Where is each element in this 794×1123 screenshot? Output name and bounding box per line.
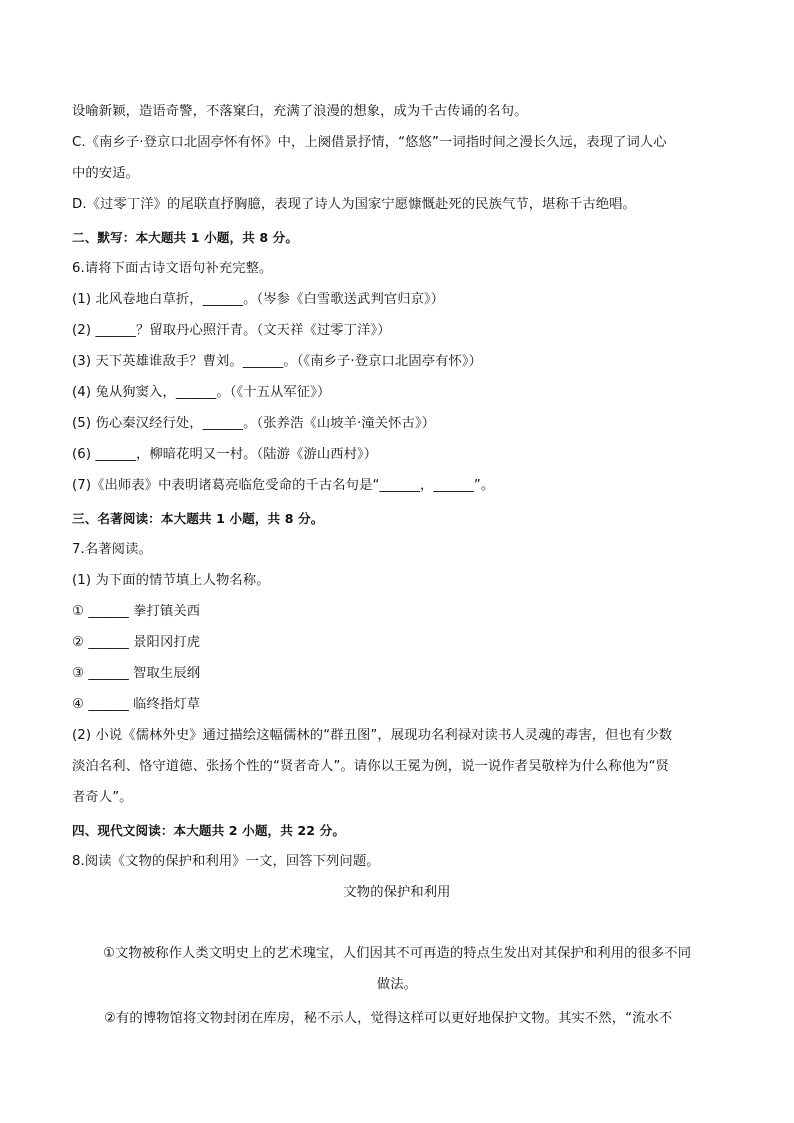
question-6-item-6: (6) ______，柳暗花明又一村。（陆游《游山西村》） — [72, 447, 378, 462]
option-c-line-1: C.《南乡子·登京口北固亭怀有怀》中，上阕借景抒情，“悠悠”一词指时间之漫长久远，表现了词人心 — [72, 135, 667, 150]
question-6-item-3: (3) 天下英雄谁敌手？曹刘。______。（《南乡子·登京口北固亭有怀》） — [72, 354, 483, 369]
question-7-blank-4: ④ ______ 临终指灯草 — [72, 697, 201, 712]
question-6-item-7: (7)《出师表》中表明诸葛亮临危受命的千古名句是“______，______”。 — [72, 478, 495, 493]
question-6-prompt: 6.请将下面古诗文语句补充完整。 — [72, 261, 273, 276]
question-7-blank-1: ① ______ 拳打镇关西 — [72, 604, 201, 619]
question-7-subprompt-1: (1) 为下面的情节填上人物名称。 — [72, 573, 270, 588]
option-c-line-2: 中的安适。 — [72, 166, 139, 181]
question-7-prompt: 7.名著阅读。 — [72, 542, 152, 557]
section-heading-dictation: 二、默写：本大题共 1 小题，共 8 分。 — [72, 230, 299, 245]
question-7-subprompt-2-line-1: (2) 小说《儒林外史》通过描绘这幅儒林的“群丑图”，展现功名利禄对读书人灵魂的毒害，但也有少数 — [72, 728, 673, 743]
section-heading-classic-reading: 三、名著阅读：本大题共 1 小题，共 8 分。 — [72, 511, 324, 526]
question-6-item-5: (5) 伤心秦汉经行处，______。（张养浩《山坡羊·潼关怀古》） — [72, 416, 436, 431]
article-paragraph-1-line-2: 做法。 — [376, 977, 418, 992]
question-7-subprompt-2-line-3: 者奇人”。 — [72, 790, 133, 805]
paragraph-line-1: 设喻新颖，造语奇警，不落窠臼，充满了浪漫的想象，成为千古传诵的名句。 — [72, 104, 528, 119]
question-7-subprompt-2-line-2: 淡泊名利、恪守道德、张扬个性的“贤者奇人”。请你以王冕为例，说一说作者吴敬梓为什么称他为“贤 — [72, 759, 670, 774]
article-paragraph-1-line-1: ①文物被称作人类文明史上的艺术瑰宝，人们因其不可再造的特点生发出对其保护和利用的很多不同 — [103, 946, 692, 961]
question-7-blank-3: ③ ______ 智取生辰纲 — [72, 666, 201, 681]
question-7-blank-2: ② ______ 景阳冈打虎 — [72, 635, 201, 650]
article-title: 文物的保护和利用 — [343, 885, 451, 900]
question-8-prompt: 8.阅读《文物的保护和利用》一文，回答下列问题。 — [72, 854, 380, 869]
section-heading-modern-reading: 四、现代文阅读：本大题共 2 小题，共 22 分。 — [72, 823, 346, 838]
question-6-item-1: (1) 北风卷地白草折，______。（岑参《白雪歌送武判官归京》） — [72, 292, 445, 307]
question-6-item-2: (2) ______？留取丹心照汗青。（文天祥《过零丁洋》） — [72, 323, 391, 338]
question-6-item-4: (4) 兔从狗窦入，______。（《十五从军征》） — [72, 385, 331, 400]
article-paragraph-2-line-1: ②有的博物馆将文物封闭在库房，秘不示人，觉得这样可以更好地保护文物。其实不然，“流水不 — [104, 1011, 673, 1026]
option-d-line: D.《过零丁洋》的尾联直抒胸臆，表现了诗人为国家宁愿慷慨赴死的民族气节，堪称千古绝唱。 — [72, 197, 636, 212]
